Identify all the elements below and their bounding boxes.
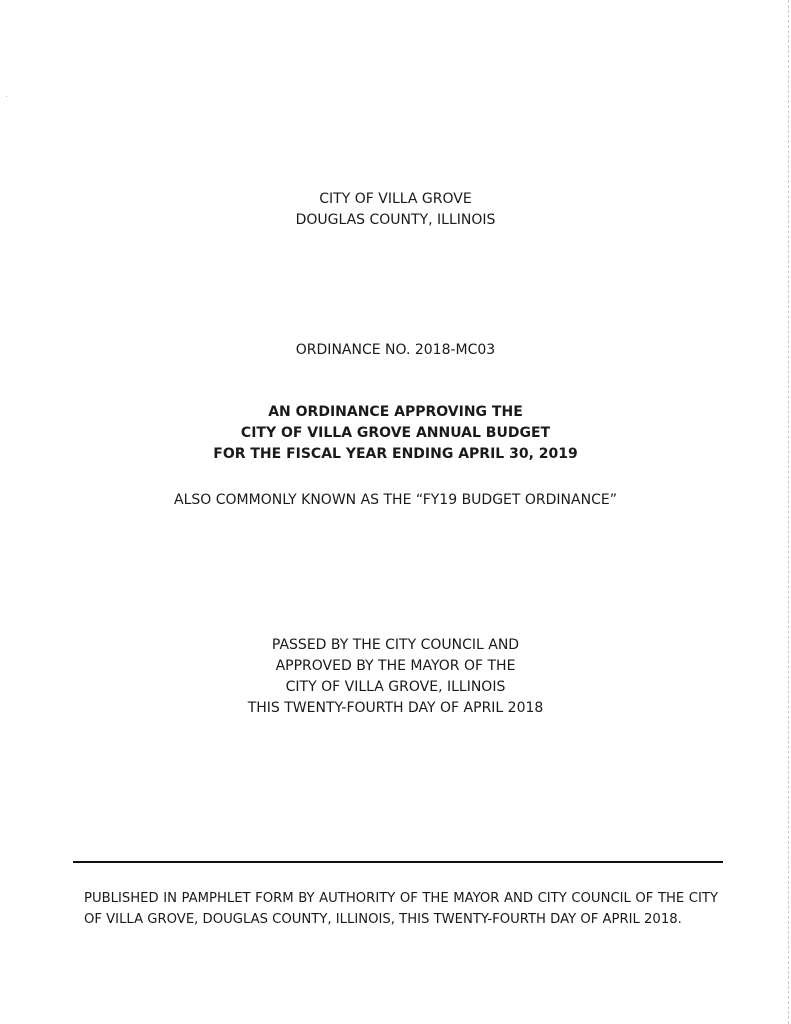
title-line-3: FOR THE FISCAL YEAR ENDING APRIL 30, 2019: [213, 446, 578, 462]
publication-notice: PUBLISHED IN PAMPHLET FORM BY AUTHORITY OF THE MAYOR AND CITY COUNCIL OF THE CITY OF VILLA GROVE, DOUGLAS COUNTY, ILLINOIS, THIS TWENTY-FOURTH DAY OF APRIL 2018.: [84, 891, 718, 927]
horizontal-rule: [73, 861, 723, 863]
title-line-1: AN ORDINANCE APPROVING THE: [268, 404, 523, 420]
ordinance-number: ORDINANCE NO. 2018-MC03: [295, 342, 496, 358]
also-known-as: ALSO COMMONLY KNOWN AS THE “FY19 BUDGET ORDINANCE”: [174, 492, 617, 508]
scan-edge: [788, 0, 789, 1024]
passed-line-3: CITY OF VILLA GROVE, ILLINOIS: [285, 679, 506, 695]
header-city: CITY OF VILLA GROVE: [319, 191, 472, 207]
passed-line-4: THIS TWENTY-FOURTH DAY OF APRIL 2018: [247, 700, 544, 716]
passed-line-1: PASSED BY THE CITY COUNCIL AND: [271, 637, 520, 653]
header-county: DOUGLAS COUNTY, ILLINOIS: [295, 212, 496, 228]
title-line-2: CITY OF VILLA GROVE ANNUAL BUDGET: [240, 425, 551, 441]
scan-artifact: [6, 96, 7, 97]
passed-line-2: APPROVED BY THE MAYOR OF THE: [275, 658, 516, 674]
